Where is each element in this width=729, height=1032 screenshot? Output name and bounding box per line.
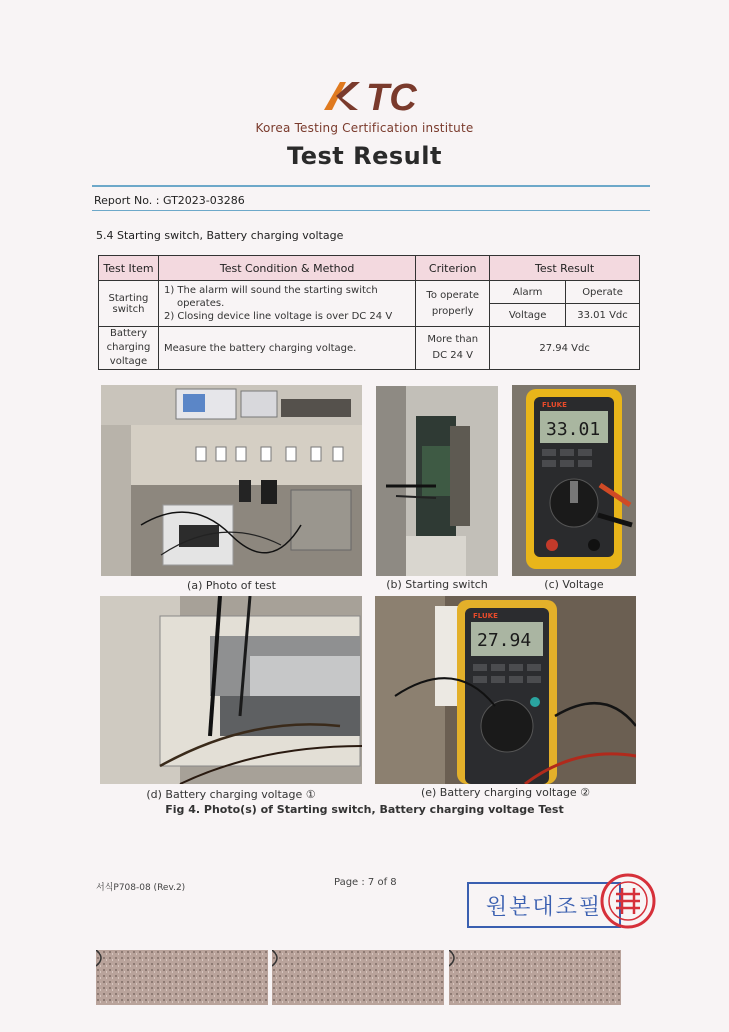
meter-e-reading: 27.94 bbox=[477, 630, 532, 651]
report-number-separator: : bbox=[155, 194, 160, 207]
ktc-logo bbox=[318, 74, 478, 118]
report-number-value: GT2023-03286 bbox=[162, 194, 245, 207]
battery-result: 27.94 Vdc bbox=[490, 327, 640, 370]
battery-condition: Measure the battery charging voltage. bbox=[158, 327, 415, 370]
photo-battery-charging-1 bbox=[100, 596, 362, 784]
test-result-table bbox=[98, 255, 640, 370]
security-strip-2 bbox=[272, 950, 444, 1005]
svg-text:TC: TC bbox=[366, 77, 417, 118]
condition-line-2: 2) Closing device line voltage is over DC 24 V bbox=[163, 311, 393, 322]
table-header-row bbox=[99, 256, 640, 281]
report-number bbox=[94, 194, 245, 207]
header-criterion: Criterion bbox=[416, 256, 490, 281]
voltage-value: 33.01 Vdc bbox=[566, 304, 640, 327]
meter-c-brand: FLUKE bbox=[542, 401, 567, 409]
photo-test-setup bbox=[101, 385, 362, 576]
photo-voltage-meter bbox=[512, 385, 636, 576]
red-seal-stamp bbox=[598, 872, 658, 930]
starting-switch-item: Starting switch bbox=[99, 281, 159, 327]
battery-criterion: More than DC 24 V bbox=[416, 327, 490, 370]
report-rule bbox=[92, 210, 650, 211]
header-test-result: Test Result bbox=[490, 256, 640, 281]
header-rule bbox=[92, 185, 650, 187]
figure-title: Fig 4. Photo(s) of Starting switch, Battery charging voltage Test bbox=[165, 803, 564, 816]
voltage-label: Voltage bbox=[490, 304, 566, 327]
battery-item: Battery charging voltage bbox=[99, 327, 159, 370]
institute-name: Korea Testing Certification institute bbox=[255, 121, 474, 135]
photo-starting-switch bbox=[376, 386, 498, 576]
meter-c-reading: 33.01 bbox=[546, 419, 601, 440]
header-test-condition: Test Condition & Method bbox=[158, 256, 415, 281]
photo-battery-charging-2 bbox=[375, 596, 636, 784]
caption-a: (a) Photo of test bbox=[187, 579, 276, 592]
meter-e-brand: FLUKE bbox=[473, 612, 498, 620]
security-strip-1 bbox=[96, 950, 268, 1005]
section-heading: 5.4 Starting switch, Battery charging voltage bbox=[96, 229, 344, 242]
page-title: Test Result bbox=[287, 142, 442, 170]
stamp-text: 원본대조필 bbox=[485, 894, 603, 920]
condition-line-1: 1) The alarm will sound the starting switch operates. bbox=[163, 285, 378, 309]
alarm-value: Operate bbox=[566, 281, 640, 304]
starting-switch-criterion: To operate properly bbox=[416, 281, 490, 327]
caption-b: (b) Starting switch bbox=[386, 578, 488, 591]
starting-switch-condition bbox=[158, 281, 415, 327]
security-strip-3 bbox=[449, 950, 621, 1005]
report-number-label: Report No. bbox=[94, 194, 153, 207]
table-row bbox=[99, 281, 640, 304]
form-code: 서식P708-08 (Rev.2) bbox=[96, 883, 186, 893]
header-test-item: Test Item bbox=[99, 256, 159, 281]
caption-d: (d) Battery charging voltage ① bbox=[146, 788, 316, 801]
alarm-label: Alarm bbox=[490, 281, 566, 304]
caption-c: (c) Voltage bbox=[544, 578, 604, 591]
table-row bbox=[99, 327, 640, 370]
page-number: Page : 7 of 8 bbox=[334, 877, 397, 888]
caption-e: (e) Battery charging voltage ② bbox=[420, 786, 591, 799]
